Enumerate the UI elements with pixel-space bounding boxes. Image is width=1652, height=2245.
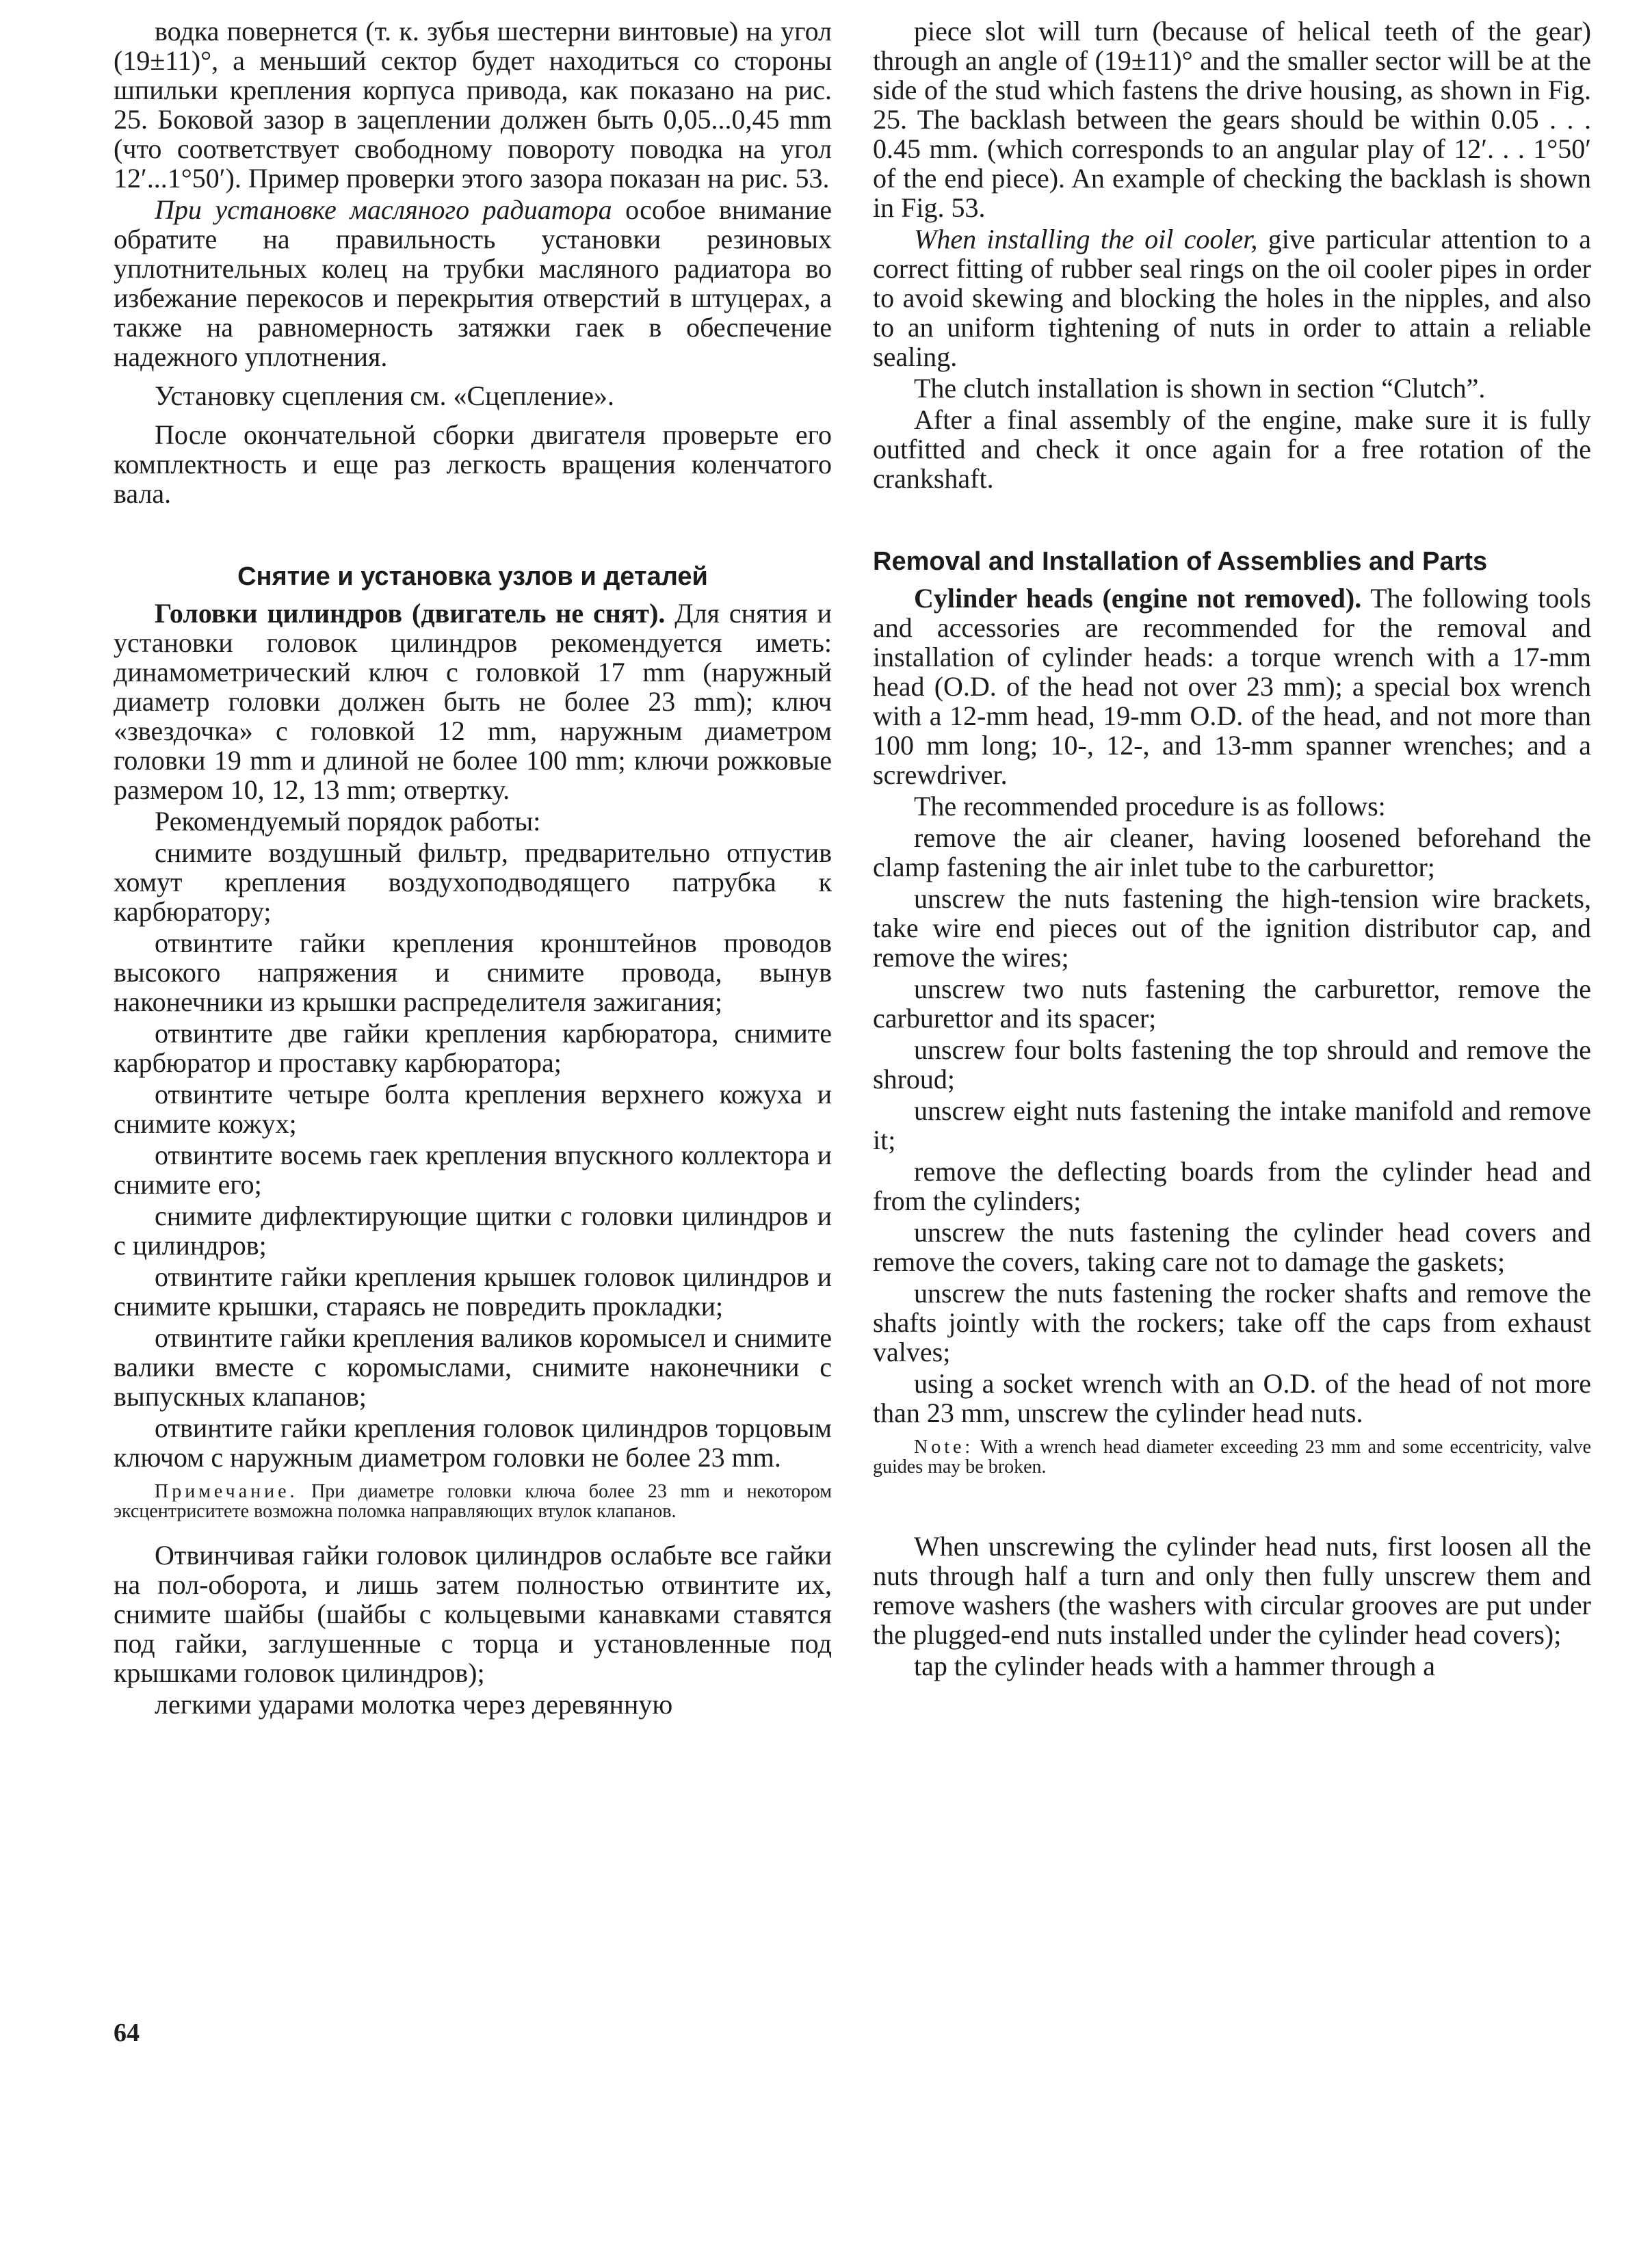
list-item: отвинтите гайки крепления валиков коромысел и снимите валики вместе с коромыслами, снимите наконечники с выпускных клапанов; [114, 1322, 832, 1412]
list-item: отвинтите гайки крепления крышек головок цилиндров и снимите крышки, стараясь не повредить прокладки; [114, 1261, 832, 1322]
paragraph: Cylinder heads (engine not removed). The following tools and accessories are recommended for the removal and installation of cylinder heads: a torque wrench with a 17-mm head (O.D. of the head not over 23 mm); a special box wrench with a 12-mm head, 19-mm O.D. of the head, and not more than 100 mm long; 10-, 12-, and 13-mm spanner wrenches; and a screwdriver. [873, 583, 1591, 790]
list-item: unscrew the nuts fastening the cylinder head covers and remove the covers, taking care not to damage the gaskets; [873, 1217, 1591, 1277]
section-heading: Removal and Installation of Assemblies and Parts [873, 547, 1488, 576]
note-label: Note: [914, 1436, 974, 1458]
procedure-intro: The recommended procedure is as follows: [914, 791, 1386, 822]
list-item: unscrew four bolts fastening the top shrould and remove the shroud; [873, 1034, 1591, 1094]
list-item: unscrew the nuts fastening the high-tension wire brackets, take wire end pieces out of the ignition distributor cap, and remove the wires; [873, 883, 1591, 973]
paragraph: tap the cylinder heads with a hammer through a [914, 1651, 1435, 1681]
list-item: отвинтите восемь гаек крепления впускного коллектора и снимите его; [114, 1140, 832, 1200]
lead-text: Cylinder heads (engine not removed). [914, 583, 1362, 614]
emphasis: When installing the oil cooler, [914, 224, 1258, 254]
paragraph: Установку сцепления см. «Сцепление». [155, 380, 614, 411]
note: Note: With a wrench head diameter exceeding 23 mm and some eccentricity, valve guides may be broken. [873, 1436, 1591, 1478]
page-number: 64 [114, 2019, 140, 2047]
paragraph: After a final assembly of the engine, make sure it is fully outfitted and check it once again for a free rotation of the crankshaft. [873, 404, 1591, 494]
note: Примечание. При диаметре головки ключа более 23 mm и некотором эксцентриситете возможна поломка направляющих втулок клапанов. [114, 1481, 832, 1522]
list-item: отвинтите гайки крепления кронштейнов проводов высокого напряжения и снимите провода, вынув наконечники из крышки распределителя зажигания; [114, 928, 832, 1017]
note-label: Примечание. [155, 1481, 298, 1502]
paragraph: When unscrewing the cylinder head nuts, first loosen all the nuts through half a turn and only then fully unscrew them and remove washers (the washers with circular grooves are put under the plugged-end nuts installed under the cylinder head covers); [873, 1531, 1591, 1650]
list-item: unscrew two nuts fastening the carburettor, remove the carburettor and its spacer; [873, 973, 1591, 1034]
paragraph: piece slot will turn (because of helical teeth of the gear) through an angle of (19±11)° and the smaller sector will be at the side of the stud which fastens the drive housing, as shown in Fig. 25. The backlash between the gears should be within 0.05 . . . 0.45 mm. (which corresponds to an angular play of 12′. . . 1°50′ of the end piece). An example of checking the backlash is shown in Fig. 53. [873, 16, 1591, 223]
section-heading: Снятие и установка узлов и деталей [237, 562, 708, 591]
paragraph: Отвинчивая гайки головок цилиндров ослабьте все гайки на пол-оборота, и лишь затем полностью отвинтите их, снимите шайбы (шайбы с кольцевыми канавками ставятся под гайки, заглушенные с торца и установленные под крышками головок цилиндров); [114, 1540, 832, 1688]
list-item: remove the deflecting boards from the cylinder head and from the cylinders; [873, 1156, 1591, 1216]
paragraph: легкими ударами молотка через деревянную [155, 1689, 673, 1720]
paragraph: The clutch installation is shown in section “Clutch”. [914, 373, 1486, 404]
english-column [873, 16, 1591, 1681]
list-item: отвинтите четыре болта крепления верхнего кожуха и снимите кожух; [114, 1079, 832, 1139]
emphasis: При установке масляного радиатора [155, 194, 612, 225]
paragraph: Головки цилиндров (двигатель не снят). Для снятия и установки головок цилиндров рекомендуется иметь: динамометрический ключ с головкой 17 mm (наружный диаметр головки должен быть не более 23 mm); ключ «звездочка» с головкой 12 mm, наружным диаметром головки 19 mm и длиной не более 100 mm; ключи рожковые размером 10, 12, 13 mm; отвертку. [114, 598, 832, 805]
procedure-intro: Рекомендуемый порядок работы: [155, 806, 541, 837]
list-item: remove the air cleaner, having loosened beforehand the clamp fastening the air inlet tube to the carburettor; [873, 822, 1591, 882]
list-item: unscrew eight nuts fastening the intake manifold and remove it; [873, 1095, 1591, 1155]
list-item: снимите воздушный фильтр, предварительно отпустив хомут крепления воздухоподводящего патрубка к карбюратору; [114, 837, 832, 927]
paragraph: водка повернется (т. к. зубья шестерни винтовые) на угол (19±11)°, а меньший сектор будет находиться со стороны шпильки крепления корпуса привода, как показано на рис. 25. Боковой зазор в зацеплении должен быть 0,05...0,45 mm (что соответствует свободному повороту поводка на угол 12′...1°50′). Пример проверки этого зазора показан на рис. 53. [114, 16, 832, 194]
list-item: unscrew the nuts fastening the rocker shafts and remove the shafts jointly with the rockers; take off the caps from exhaust valves; [873, 1278, 1591, 1367]
list-item: using a socket wrench with an O.D. of the head of not more than 23 mm, unscrew the cylinder head nuts. [873, 1368, 1591, 1428]
paragraph: When installing the oil cooler, give particular attention to a correct fitting of rubber seal rings on the oil cooler pipes in order to avoid skewing and blocking the holes in the nipples, and also to an uniform tightening of nuts in order to attain a reliable sealing. [873, 224, 1591, 372]
list-item: снимите дифлектирующие щитки с головки цилиндров и с цилиндров; [114, 1200, 832, 1261]
lead-text: Головки цилиндров (двигатель не снят). [155, 598, 666, 629]
paragraph: После окончательной сборки двигателя проверьте его комплектность и еще раз легкость вращения коленчатого вала. [114, 419, 832, 509]
list-item: отвинтите гайки крепления головок цилиндров торцовым ключом с наружным диаметром головки не более 23 mm. [114, 1413, 832, 1473]
russian-column [114, 16, 832, 1719]
paragraph: При установке масляного радиатора особое внимание обратите на правильность установки резиновых уплотнительных колец на трубки масляного радиатора во избежание перекосов и перекрытия отверстий в штуцерах, а также на равномерность затяжки гаек в обеспечение надежного уплотнения. [114, 194, 832, 372]
list-item: отвинтите две гайки крепления карбюратора, снимите карбюратор и проставку карбюратора; [114, 1018, 832, 1078]
